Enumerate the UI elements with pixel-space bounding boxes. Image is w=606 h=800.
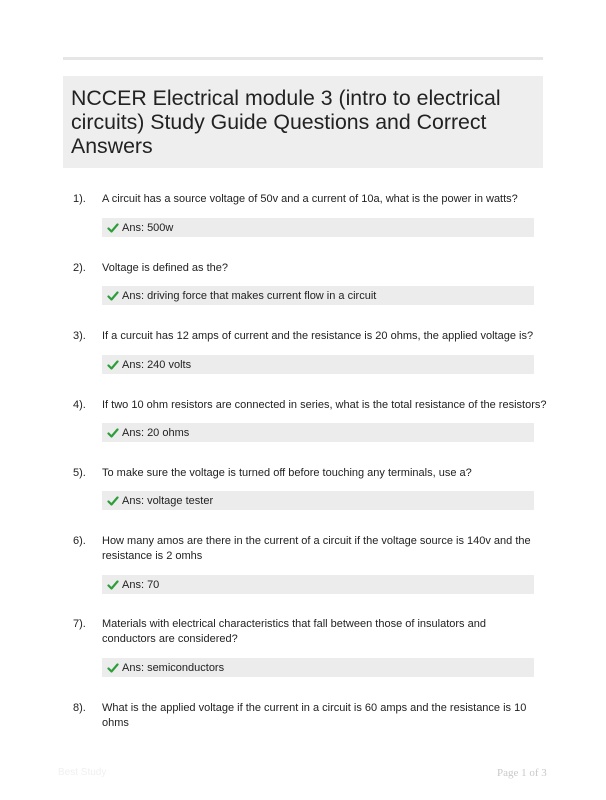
check-icon (107, 222, 119, 234)
question-number: 4). (73, 399, 86, 411)
question-number: 3). (73, 330, 86, 342)
question-number: 7). (73, 618, 86, 630)
check-icon (107, 427, 119, 439)
question-text: A circuit has a source voltage of 50v and a current of 10a, what is the power in watts? (102, 193, 518, 205)
answer-box (102, 423, 534, 442)
question-number: 1). (73, 193, 86, 205)
check-icon (107, 495, 119, 507)
question-text: To make sure the voltage is turned off before touching any terminals, use a? (102, 467, 472, 479)
question-number: 2). (73, 262, 86, 274)
answer-text: Ans: 500w (122, 221, 174, 234)
top-divider (63, 57, 543, 60)
footer-watermark: Best Study (58, 767, 107, 778)
check-icon (107, 662, 119, 674)
question-text: If two 10 ohm resistors are connected in series, what is the total resistance of the resistors? (102, 399, 547, 411)
answer-text: Ans: voltage tester (122, 494, 214, 507)
answer-box (102, 658, 534, 677)
answer-text: Ans: semiconductors (122, 661, 225, 674)
page-title: NCCER Electrical module 3 (intro to electrical circuits) Study Guide Questions and Correct Answers (71, 86, 501, 158)
answer-text: Ans: 70 (122, 578, 160, 591)
answer-text: Ans: 20 ohms (122, 426, 190, 439)
question-text: If a curcuit has 12 amps of current and the resistance is 20 ohms, the applied voltage is? (102, 330, 534, 342)
page-number: Page 1 of 3 (497, 767, 547, 779)
question-number: 8). (73, 702, 86, 714)
question-text: Voltage is defined as the? (102, 262, 228, 274)
check-icon (107, 290, 119, 302)
question-number: 5). (73, 467, 86, 479)
check-icon (107, 359, 119, 371)
question-text: What is the applied voltage if the current in a circuit is 60 amps and the resistance is 10 ohms (102, 702, 527, 729)
answer-text: Ans: driving force that makes current flow in a circuit (122, 289, 377, 302)
check-icon (107, 579, 119, 591)
answer-text: Ans: 240 volts (122, 358, 192, 371)
question-number: 6). (73, 535, 86, 547)
answer-box (102, 575, 534, 594)
answer-box (102, 491, 534, 510)
question-text: Materials with electrical characteristics that fall between those of insulators and conductors are considered? (102, 618, 486, 645)
question-text: How many amos are there in the current of a circuit if the voltage source is 140v and the resistance is 2 omhs (102, 535, 531, 562)
answer-box (102, 218, 534, 237)
answer-box (102, 355, 534, 374)
answer-box (102, 286, 534, 305)
title-banner (63, 76, 543, 168)
